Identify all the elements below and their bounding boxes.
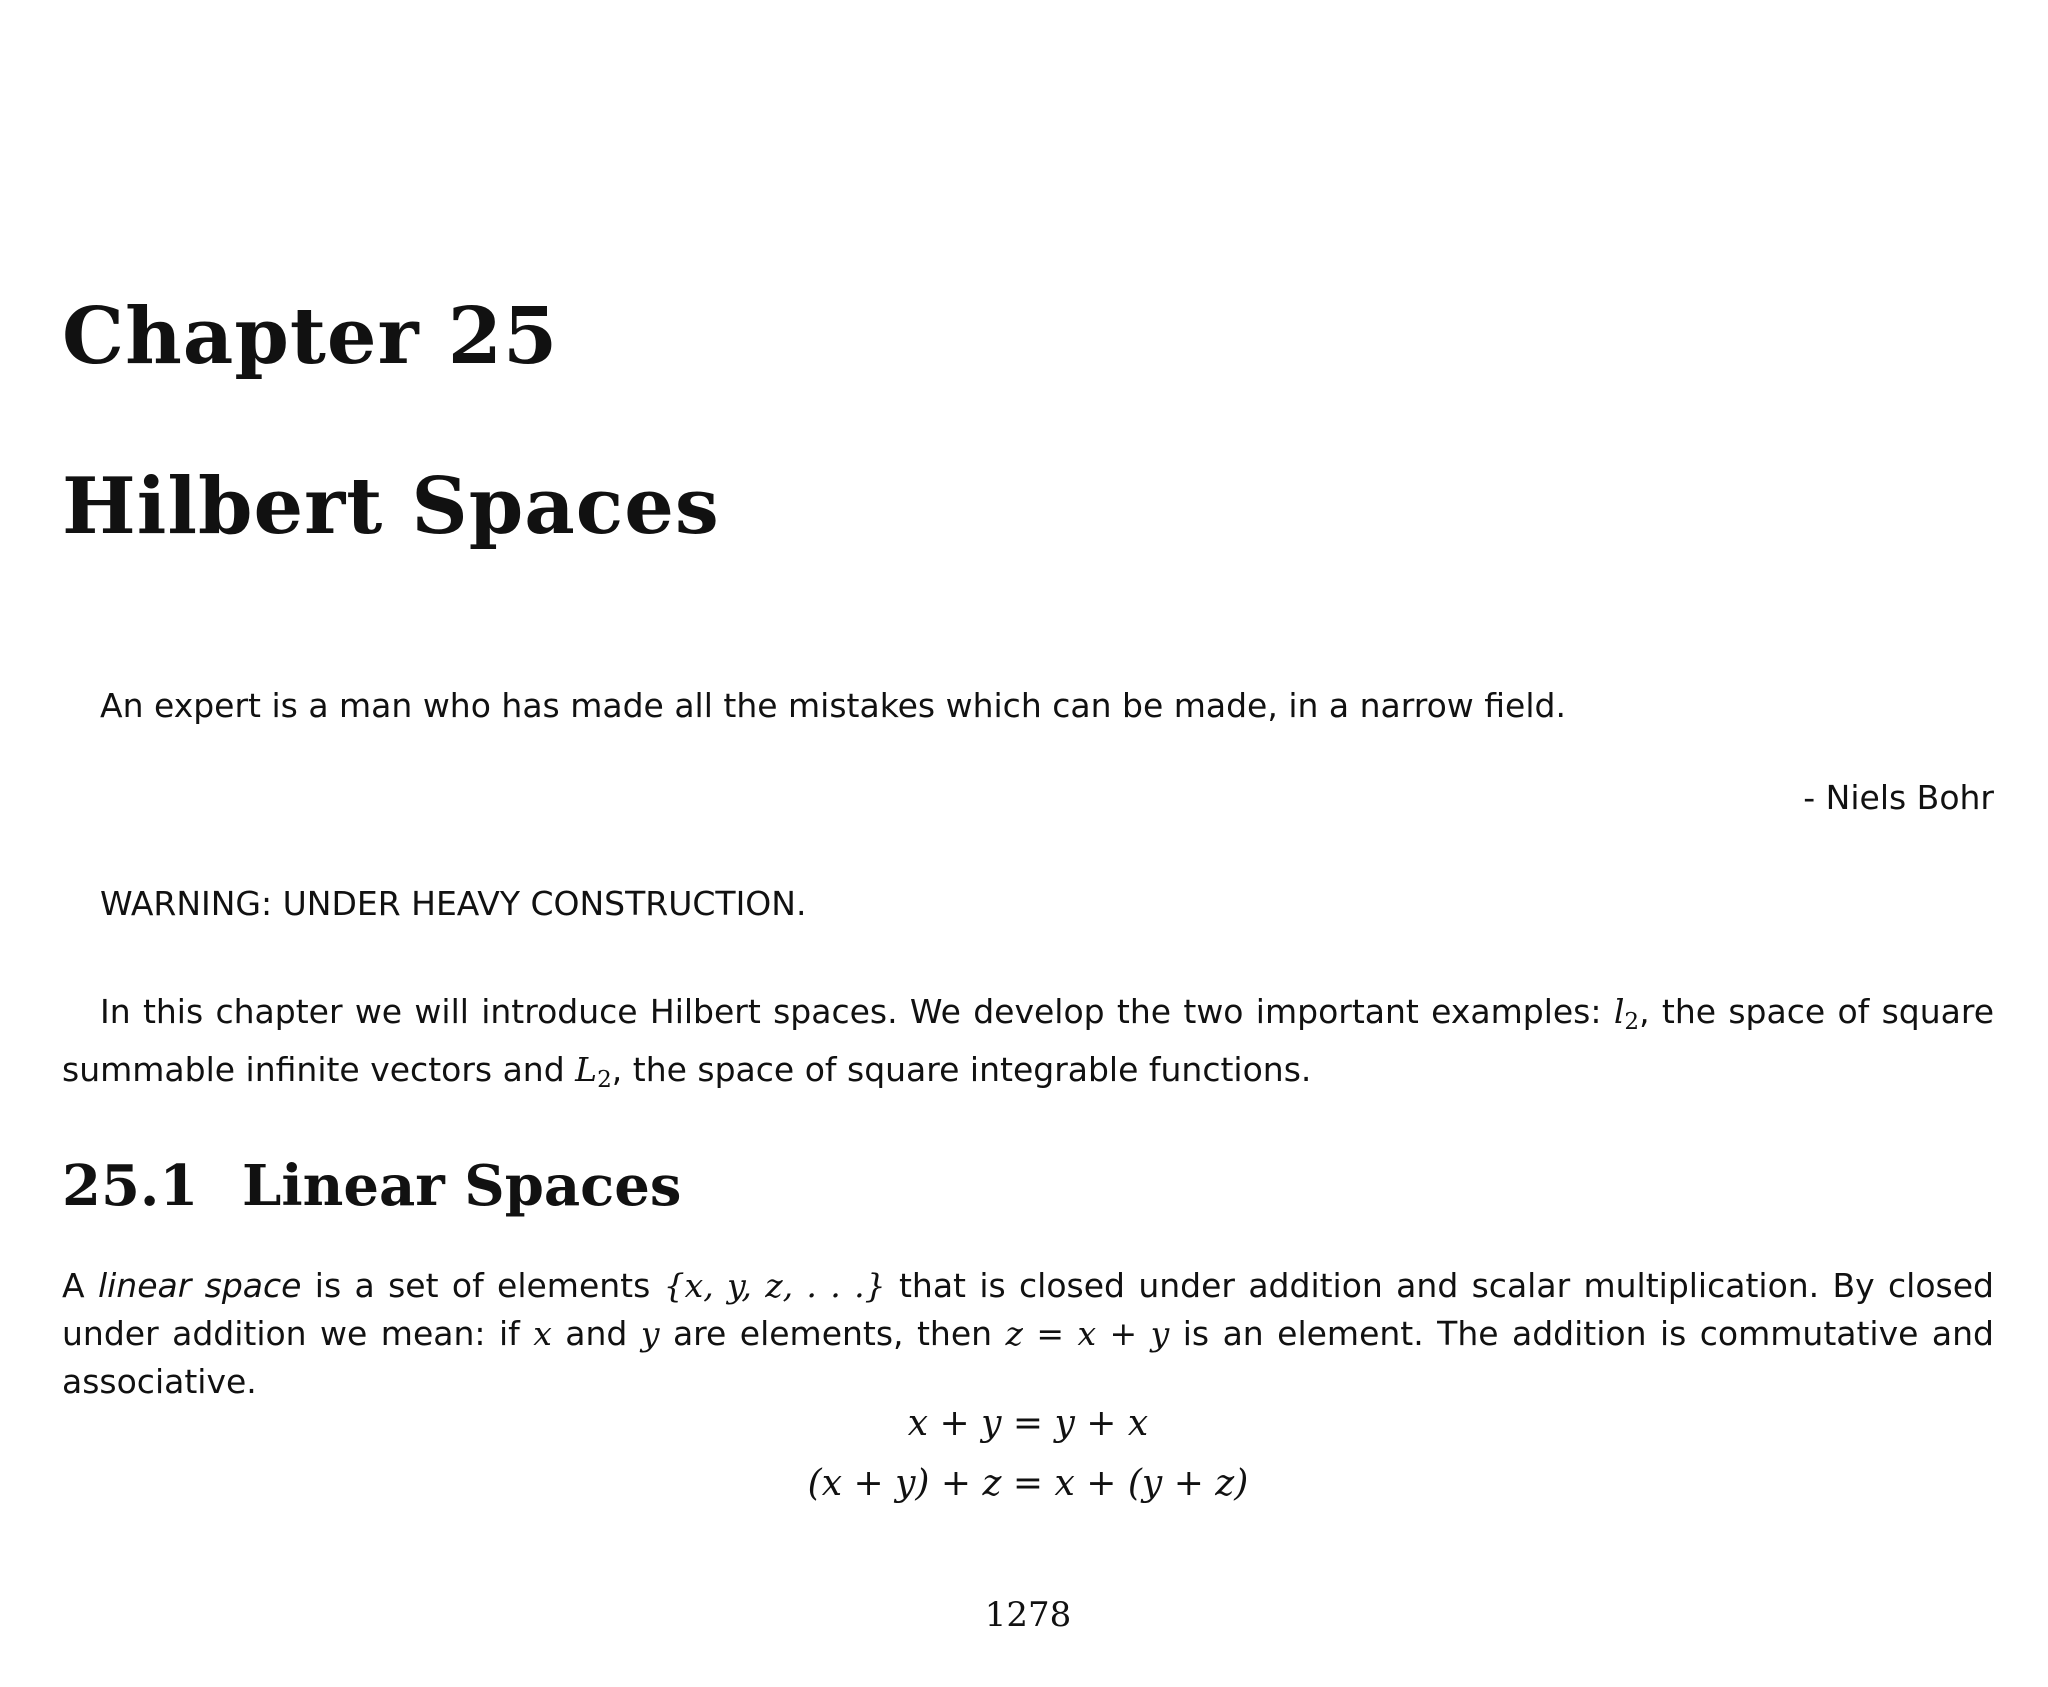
section-heading bbox=[62, 1153, 682, 1219]
var-y: y bbox=[640, 1314, 660, 1353]
chapter-title: Hilbert Spaces bbox=[62, 461, 720, 552]
defined-term: linear space bbox=[97, 1266, 302, 1305]
section-title: Linear Spaces bbox=[242, 1153, 682, 1219]
epigraph-quote: An expert is a man who has made all the mistakes which can be made, in a narrow field. bbox=[100, 686, 1566, 725]
construction-warning: WARNING: UNDER HEAVY CONSTRUCTION. bbox=[100, 884, 807, 923]
element-set: {x, y, z, . . .} bbox=[663, 1266, 886, 1305]
commutativity-equation: x + y = y + x bbox=[907, 1403, 1149, 1444]
l2-symbol: $l_2$ bbox=[1613, 992, 1640, 1035]
chapter-label: Chapter 25 bbox=[62, 291, 559, 382]
document-page bbox=[62, 0, 1994, 1687]
intro-paragraph bbox=[62, 988, 1994, 1104]
page-number: 1278 bbox=[984, 1595, 1072, 1635]
section-number: 25.1 bbox=[62, 1153, 199, 1219]
epigraph-attribution: - Niels Bohr bbox=[1803, 778, 1994, 817]
intro-text-3: , the space of square integrable functions. bbox=[611, 1049, 1312, 1089]
intro-text-1: In this chapter we will introduce Hilbert spaces. We develop the two important examples: bbox=[100, 992, 1614, 1031]
definition-paragraph: A linear space is a set of elements {x, y, z, . . .} that is closed under addition and scalar multiplication. By closed under addition we mean: if x and y are elements, then z = x + y is an element. The addition is commutative and associative. bbox=[62, 1266, 1994, 1401]
L2-symbol: $L_2$ bbox=[575, 1049, 612, 1093]
intro-text-2: , the space of square summable infinite vectors and bbox=[62, 992, 1994, 1089]
sum-expression: z = x + y bbox=[1005, 1314, 1170, 1353]
var-x: x bbox=[533, 1314, 552, 1353]
associativity-equation: (x + y) + z = x + (y + z) bbox=[807, 1463, 1249, 1504]
